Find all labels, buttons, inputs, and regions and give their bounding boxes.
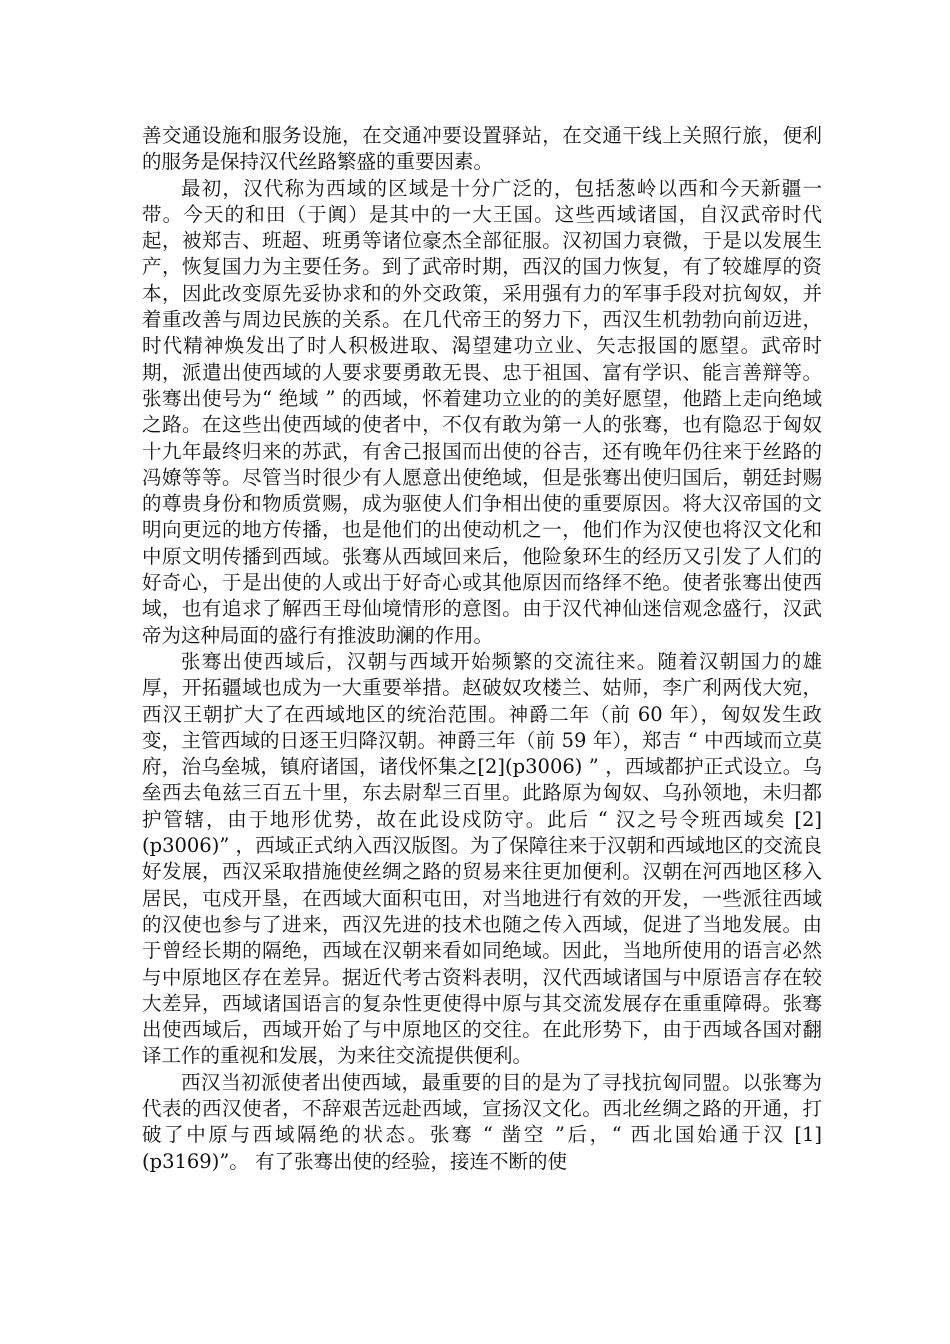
paragraph-anti-xiongnu-alliance: 西汉当初派使者出使西域，最重要的目的是为了寻找抗匈同盟。以张骞为代表的西汉使者，不辞艰苦远赴西域，宣扬汉文化。西北丝绸之路的开通，打破了中原与西域隔绝的状态。张骞 “ 凿空 ”后，“ 西北国始通于汉 [1](p3169)”。 有了张骞出使的经验，接连不断的使	[142, 1070, 822, 1173]
paragraph-western-regions-envoys: 最初，汉代称为西域的区域是十分广泛的，包括葱岭以西和今天新疆一带。今天的和田（于阗）是其中的一大王国。这些西域诸国，自汉武帝时代起，被郑吉、班超、班勇等诸位豪杰全部征服。汉初国力衰微，于是以发展生产，恢复国力为主要任务。到了武帝时期，西汉的国力恢复，有了较雄厚的资本，因此改变原先妥协求和的外交政策，采用强有力的军事手段对抗匈奴，并着重改善与周边民族的关系。在几代帝王的努力下，西汉生机勃勃向前迈进，时代精神焕发出了时人积极进取、渴望建功立业、矢志报国的愿望。武帝时期，派遣出使西域的人要求要勇敢无畏、忠于祖国、富有学识、能言善辩等。张骞出使号为“ 绝域 ” 的西域，怀着建功立业的的美好愿望，他踏上走向绝域之路。在这些出使西域的使者中，不仅有敢为第一人的张骞，也有隐忍于匈奴十九年最终归来的苏武，有舍己报国而出使的谷吉，还有晚年仍往来于丝路的冯嫽等等。尽管当时很少有人愿意出使绝域，但是张骞出使归国后，朝廷封赐的尊贵身份和物质赏赐，成为驱使人们争相出使的重要原因。将大汉帝国的文明向更远的地方传播，也是他们的出使动机之一，他们作为汉使也将汉文化和中原文明传播到西域。张骞从西域回来后，他险象环生的经历又引发了人们的好奇心，于是出使的人或出于好奇心或其他原因而络绎不绝。使者张骞出使西域，也有追求了解西王母仙境情形的意图。由于汉代神仙迷信观念盛行，汉武帝为这种局面的盛行有推波助澜的作用。	[142, 176, 822, 647]
paragraph-continued: 善交通设施和服务设施，在交通冲要设置驿站，在交通干线上关照行旅，便利的服务是保持汉代丝路繁盛的重要因素。	[142, 124, 822, 174]
paragraph-han-western-exchange: 张骞出使西域后，汉朝与西域开始频繁的交流往来。随着汉朝国力的雄厚，开拓疆域也成为一大重要举措。赵破奴攻楼兰、姑师，李广利两伐大宛，西汉王朝扩大了在西域地区的统治范围。神爵二年（前 60 年），匈奴发生政变，主管西域的日逐王归降汉朝。神爵三年（前 59 年），郑吉 “ 中西域而立莫府，治乌垒城，镇府诸国，诸伐怀集之[2](p3006) ” ，西域都护正式设立。乌垒西去龟兹三百五十里，东去尉犁三百里。此路原为匈奴、乌孙领地，未归都护管辖，由于地形优势，故在此设戍防守。此后 “ 汉之号令班西域矣 [2](p3006)” ，西域正式纳入西汉版图。为了保障往来于汉朝和西域地区的交流良好发展，西汉采取措施使丝绸之路的贸易来往更加便利。汉朝在河西地区移入居民，屯戍开垦，在西域大面积屯田，对当地进行有效的开发，一些派往西域的汉使也参与了进来，西汉先进的技术也随之传入西域，促进了当地发展。由于曾经长期的隔绝，西域在汉朝来看如同绝域。因此，当地所使用的语言必然与中原地区存在差异。据近代考古资料表明，汉代西域诸国与中原语言存在较大差异，西域诸国语言的复杂性更使得中原与其交流发展存在重重障碍。张骞出使西域后，西域开始了与中原地区的交往。在此形势下，由于西域各国对翻译工作的重视和发展，为来往交流提供便利。	[142, 649, 822, 1068]
body-text	[142, 123, 822, 1175]
